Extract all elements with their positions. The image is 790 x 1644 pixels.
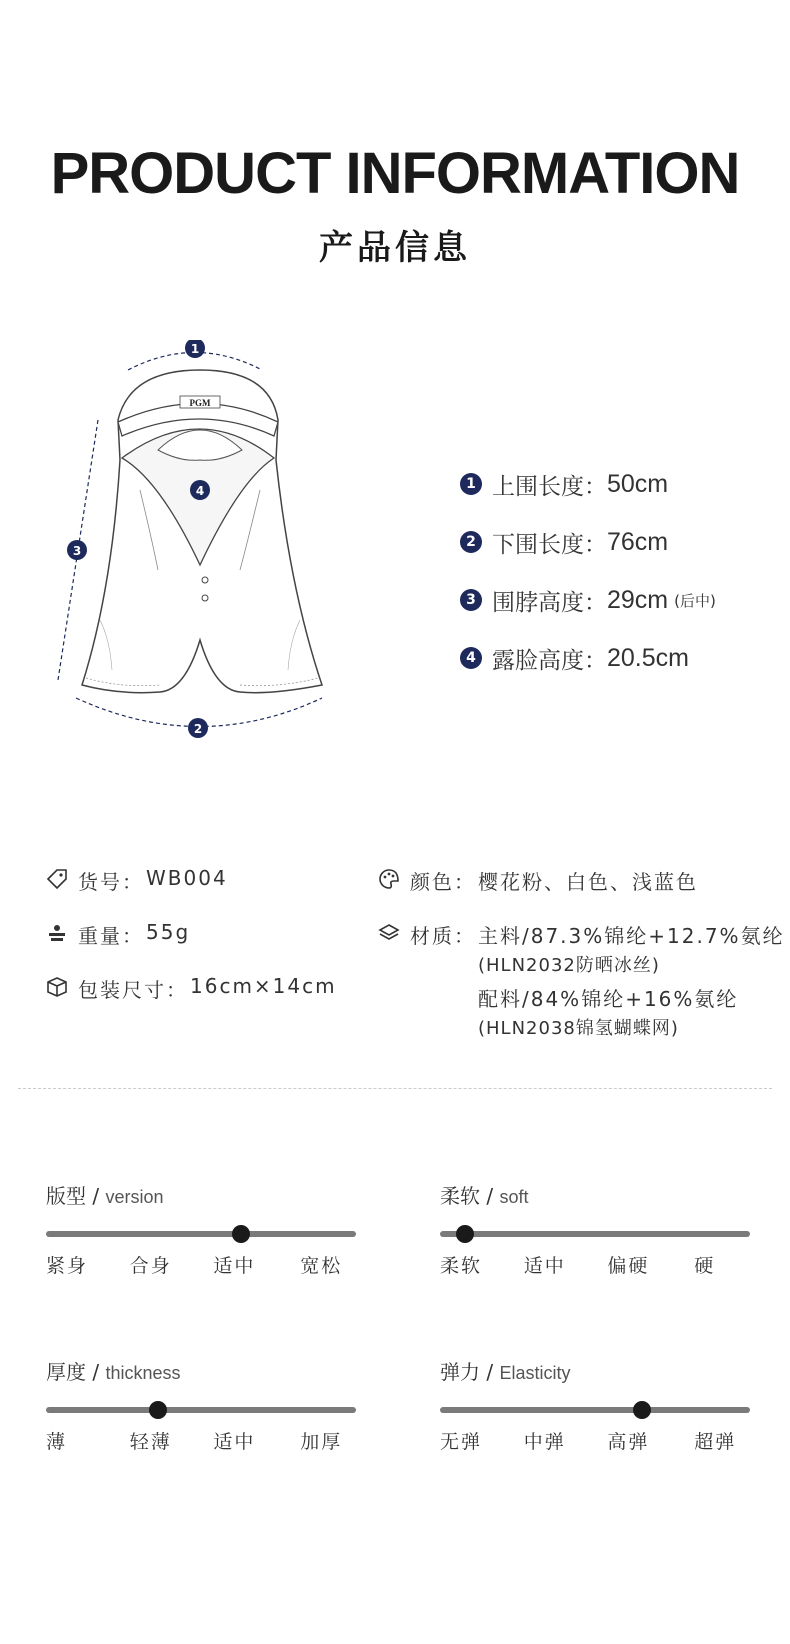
dimension-value: 50cm — [607, 469, 669, 498]
spec-item-no — [46, 866, 228, 895]
number-badge: 4 — [460, 647, 482, 669]
number-badge: 2 — [460, 531, 482, 553]
palette-icon — [378, 868, 400, 890]
slider-label: 适中 — [213, 1431, 256, 1453]
slider-labels — [440, 1427, 750, 1457]
slider-label: 硬 — [694, 1255, 716, 1277]
dimension-row — [460, 629, 716, 687]
slider-label: 加厚 — [300, 1431, 343, 1453]
spec-value: WB004 — [146, 866, 228, 890]
slider-label: 中弹 — [523, 1431, 566, 1453]
spec-label: 重量： — [78, 924, 144, 948]
slider-title: 厚度 / thickness — [46, 1360, 181, 1384]
slider-thickness — [46, 1356, 356, 1457]
spec-weight — [46, 920, 190, 949]
slider-title: 弹力 / Elasticity — [440, 1360, 571, 1384]
dimension-value: 29cm — [607, 585, 669, 614]
spec-label: 颜色： — [410, 870, 476, 894]
callout-badge-1 — [185, 340, 205, 358]
spec-material — [378, 920, 785, 1040]
page-title: PRODUCT INFORMATION — [50, 141, 740, 206]
slider-knob — [633, 1401, 651, 1419]
slider-label: 柔软 — [440, 1255, 483, 1277]
dimension-label: 露脸高度： — [492, 647, 607, 674]
slider-soft — [440, 1180, 750, 1281]
slider-label: 超弹 — [694, 1431, 737, 1453]
product-diagram — [40, 340, 360, 780]
spec-label: 材质： — [410, 924, 476, 948]
snap-button — [202, 577, 208, 583]
slider-track — [46, 1231, 356, 1237]
slider-title: 版型 / version — [46, 1184, 164, 1208]
material-details — [478, 920, 785, 1040]
slider-elasticity — [440, 1356, 750, 1457]
dimension-label: 围脖高度： — [492, 589, 607, 616]
box-icon — [46, 976, 68, 998]
material-main: 主料/87.3%锦纶+12.7%氨纶 — [478, 924, 785, 948]
dimension-row — [460, 455, 716, 513]
page-subtitle: 产品信息 — [319, 228, 471, 268]
dimension-value: 76cm — [607, 527, 669, 556]
dimension-label: 下围长度： — [492, 531, 607, 558]
slider-labels — [46, 1251, 356, 1281]
spec-value: 16cm×14cm — [190, 974, 337, 998]
dimension-list — [460, 455, 716, 687]
number-badge: 1 — [460, 473, 482, 495]
slider-label: 轻薄 — [129, 1431, 172, 1453]
material-secondary: 配料/84%锦纶+16%氨纶 — [478, 987, 739, 1011]
callout-badge-3 — [67, 540, 87, 560]
callout-badge-4 — [190, 480, 210, 500]
slider-label: 无弹 — [440, 1431, 483, 1453]
slider-track — [440, 1231, 750, 1237]
scale-icon — [46, 922, 68, 944]
spec-value: 樱花粉、白色、浅蓝色 — [478, 870, 698, 894]
slider-labels — [46, 1427, 356, 1457]
dimension-value: 20.5cm — [607, 643, 689, 672]
slider-knob — [456, 1225, 474, 1243]
material-main-note: (HLN2032防晒冰丝) — [478, 955, 660, 976]
slider-label: 紧身 — [46, 1255, 89, 1277]
spec-color — [378, 866, 698, 895]
slider-label: 偏硬 — [607, 1255, 650, 1277]
spec-package — [46, 974, 337, 1003]
slider-label: 合身 — [129, 1255, 172, 1277]
slider-title: 柔软 / soft — [440, 1184, 529, 1208]
slider-label: 宽松 — [300, 1255, 343, 1277]
slider-labels — [440, 1251, 750, 1281]
layers-icon — [378, 922, 400, 944]
slider-label: 适中 — [523, 1255, 566, 1277]
slider-version — [46, 1180, 356, 1281]
dimension-note: (后中) — [674, 591, 716, 610]
dimension-row — [460, 513, 716, 571]
svg-text:2: 2 — [193, 722, 203, 736]
spec-label: 包装尺寸： — [78, 978, 188, 1002]
dimension-label: 上围长度： — [492, 473, 607, 500]
spec-label: 货号： — [78, 870, 144, 894]
section-divider — [18, 1088, 772, 1089]
svg-text:4: 4 — [195, 484, 205, 498]
spec-value: 55g — [146, 920, 191, 944]
svg-text:1: 1 — [190, 342, 200, 356]
material-secondary-note: (HLN2038锦氢蝴蝶网) — [478, 1018, 679, 1039]
slider-label: 薄 — [46, 1431, 68, 1453]
slider-knob — [149, 1401, 167, 1419]
slider-label: 高弹 — [607, 1431, 650, 1453]
snap-button — [202, 595, 208, 601]
callout-badge-2 — [188, 718, 208, 738]
slider-track — [46, 1407, 356, 1413]
tag-icon — [46, 868, 68, 890]
slider-knob — [232, 1225, 250, 1243]
logo-text: PGM — [189, 398, 211, 408]
svg-text:3: 3 — [72, 544, 82, 558]
dimension-row — [460, 571, 716, 629]
number-badge: 3 — [460, 589, 482, 611]
slider-track — [440, 1407, 750, 1413]
slider-label: 适中 — [213, 1255, 256, 1277]
